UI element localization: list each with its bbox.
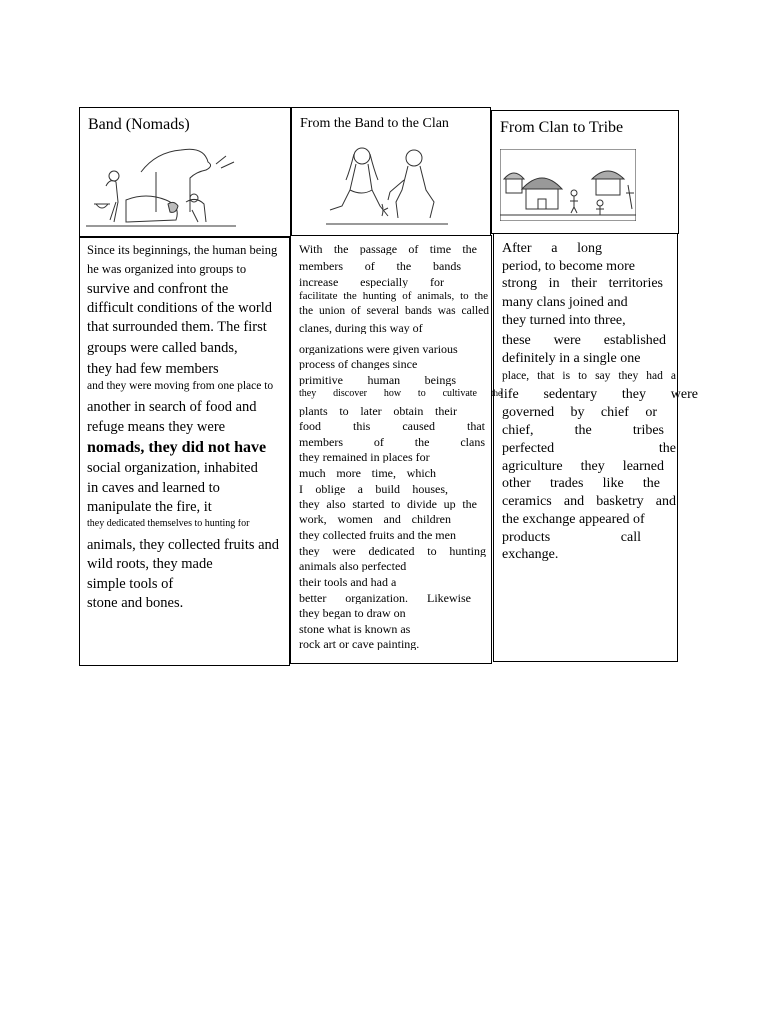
band-line: in caves and learned to	[87, 481, 220, 496]
clan-line: plants to later obtain their	[299, 405, 457, 417]
band-line: animals, they collected fruits and	[87, 538, 280, 553]
clan-line: process of changes since	[299, 358, 418, 370]
clan-title: From the Band to the Clan	[300, 116, 449, 131]
tribe-line: agriculture they learned	[502, 460, 664, 474]
band-header-box	[79, 107, 291, 237]
clan-line: organizations were given various	[299, 343, 458, 355]
clan-line: food this caused that	[299, 420, 485, 432]
band-line: social organization, inhabited	[87, 461, 258, 476]
clan-line: they also started to divide up the	[299, 498, 477, 510]
clan-line: With the passage of time the	[299, 243, 477, 255]
tribe-line: exchange.	[502, 548, 559, 562]
band-line: simple tools of	[87, 577, 174, 592]
clan-line: facilitate the hunting of animals, to the	[299, 291, 488, 302]
tribe-line: chief, the tribes	[502, 424, 664, 438]
band-line: he was organized into groups to	[87, 263, 247, 276]
band-line: difficult conditions of the world	[87, 301, 272, 316]
clan-line: I oblige a build houses,	[299, 483, 448, 495]
band-line: stone and bones.	[87, 596, 184, 611]
clan-line: the union of several bands was called	[299, 306, 489, 317]
clan-line: work, women and children	[299, 513, 451, 525]
tribe-line: life sedentary they were	[500, 388, 698, 402]
clan-line: animals also perfected	[299, 560, 407, 572]
clan-line: better organization. Likewise	[299, 592, 471, 604]
band-line: they dedicated themselves to hunting for	[87, 519, 250, 529]
clan-line: they were dedicated to hunting	[299, 545, 486, 557]
tribe-line: many clans joined and	[502, 296, 628, 310]
clan-line: rock art or cave painting.	[299, 638, 420, 650]
tribe-line: strong in their territories	[502, 277, 663, 291]
clan-line: primitive human beings	[299, 374, 456, 386]
band-line: Since its beginnings, the human being	[87, 244, 278, 257]
band-line: manipulate the fire, it	[87, 500, 212, 515]
nomads-illustration	[86, 142, 236, 232]
clan-header-box	[291, 107, 491, 237]
tribe-line: period, to become more	[502, 260, 635, 274]
clan-line: they remained in places for	[299, 451, 430, 463]
clan-overflow-word: the	[491, 389, 502, 398]
tribe-line: place, that is to say they had a	[502, 371, 676, 382]
band-line: survive and confront the	[87, 282, 229, 297]
band-title: Band (Nomads)	[88, 116, 190, 133]
tribe-header-box	[491, 110, 679, 234]
band-line: groups were called bands,	[87, 341, 238, 356]
clan-line: much more time, which	[299, 467, 436, 479]
clan-line: stone what is known as	[299, 623, 411, 635]
band-line: refuge means they were	[87, 420, 226, 435]
clan-line: they collected fruits and the men	[299, 529, 456, 541]
village-illustration	[500, 149, 636, 221]
tribe-line: governed by chief or	[502, 406, 657, 420]
clan-line: their tools and had a	[299, 576, 397, 588]
tribe-line: After a long	[502, 242, 602, 256]
clan-line: members of the clans	[299, 436, 485, 448]
clan-line: members of the bands	[299, 260, 461, 272]
tribe-line: ceramics and basketry and	[502, 495, 676, 509]
band-line: another in search of food and	[87, 400, 257, 415]
tribe-line: perfected the	[502, 442, 676, 456]
tribe-line: products call	[502, 531, 641, 545]
tribe-title: From Clan to Tribe	[500, 119, 624, 136]
clan-line: clanes, during this way of	[299, 322, 423, 334]
clan-illustration	[322, 140, 452, 230]
tribe-line: they turned into three,	[502, 314, 626, 328]
tribe-line: the exchange appeared of	[502, 513, 645, 527]
clan-line: they began to draw on	[299, 607, 406, 619]
band-line: wild roots, they made	[87, 557, 213, 572]
band-line: they had few members	[87, 362, 219, 377]
tribe-line: other trades like the	[502, 477, 660, 491]
band-line: that surrounded them. The first	[87, 320, 267, 335]
band-line-bold: nomads, they did not have	[87, 440, 267, 456]
band-line: and they were moving from one place to	[87, 381, 274, 392]
clan-line: increase especially for	[299, 276, 444, 288]
tribe-line: these were established	[502, 334, 666, 348]
tribe-line: definitely in a single one	[502, 352, 641, 366]
clan-line: they discover how to cultivate	[299, 389, 477, 399]
